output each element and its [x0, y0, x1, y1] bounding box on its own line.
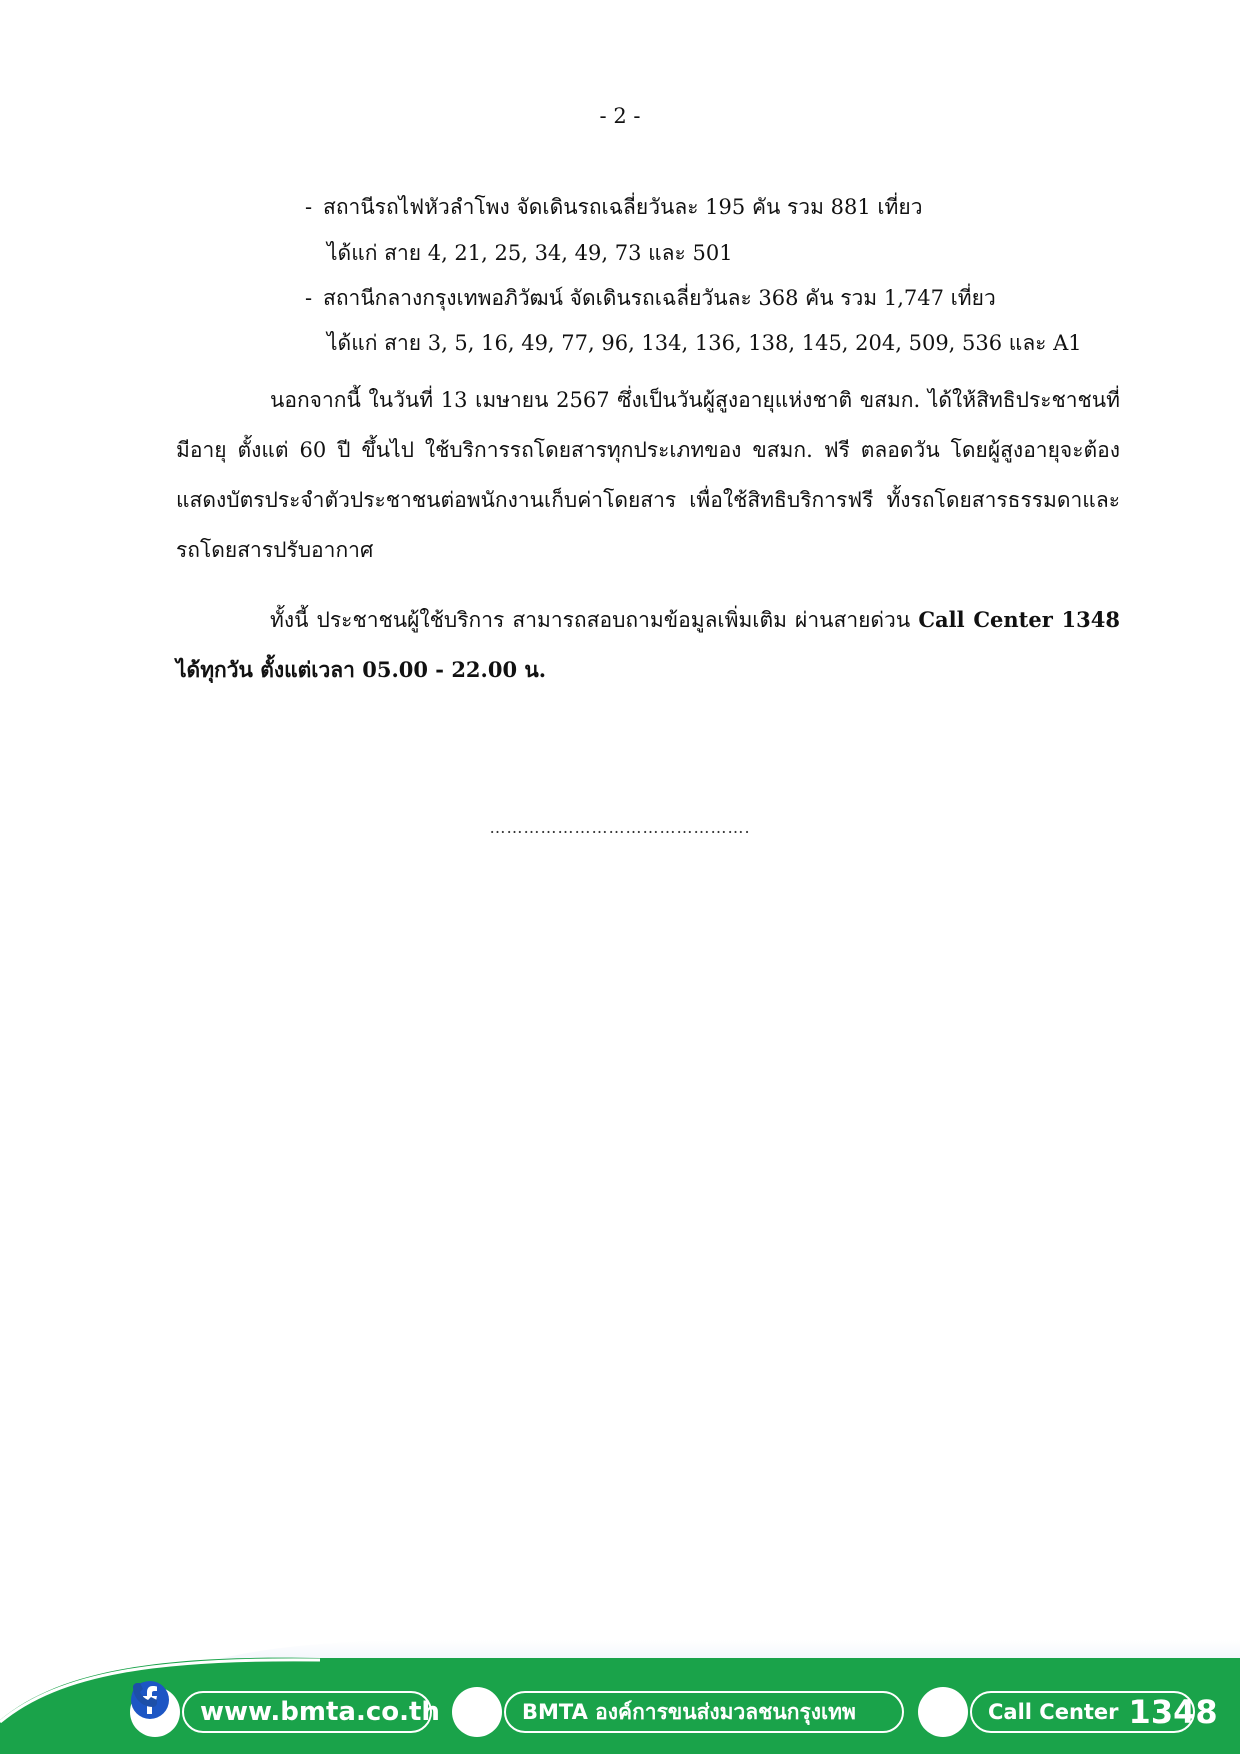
route-line1: สถานีกลางกรุงเทพอภิวัฒน์ จัดเดินรถเฉลี่ยวันละ 368 คัน รวม 1,747 เที่ยว [323, 286, 996, 310]
facebook-icon [452, 1687, 502, 1737]
end-separator: ………………………………………. [489, 818, 751, 837]
paragraph-elderly: นอกจากนี้ ในวันที่ 13 เมษายน 2567 ซึ่งเป็นวันผู้สูงอายุแห่งชาติ ขสมก. ได้ให้สิทธิประชาชนที่มีอายุ ตั้งแต่ 60 ปี ขึ้นไป ใช้บริการรถโดยสารทุกประเภทของ ขสมก. ฟรี ตลอดวัน โดยผู้สูงอายุจะต้องแสดงบัตรประจำตัวประชาชนต่อพนักงานเก็บค่าโดยสาร เพื่อใช้สิทธิบริการฟรี ทั้งรถโดยสารธรรมดาและรถโดยสารปรับอากาศ [176, 388, 1120, 562]
call-center-number: 1348 [1128, 1693, 1218, 1731]
website-link[interactable]: www.bmta.co.th [182, 1691, 432, 1733]
paragraph-contact [176, 595, 1120, 695]
route-line2: ได้แก่ สาย 4, 21, 25, 34, 49, 73 และ 501 [327, 241, 733, 265]
footer-contact-bar [130, 1680, 1230, 1744]
footer [0, 1600, 1240, 1754]
contact-hotline: Call Center 1348 ได้ทุกวัน ตั้งแต่เวลา 05.00 - 22.00 น. [176, 607, 1120, 682]
page-number: - 2 - [599, 104, 641, 128]
bullet-dash: - [305, 195, 313, 219]
call-center-link[interactable] [970, 1691, 1218, 1733]
contact-text: ทั้งนี้ ประชาชนผู้ใช้บริการ สามารถสอบถามข้อมูลเพิ่มเติม ผ่านสายด่วน [270, 608, 919, 632]
route-item-krung-thep-aphiwat [305, 283, 996, 313]
facebook-page-link[interactable]: BMTA องค์การขนส่งมวลชนกรุงเทพ [504, 1691, 904, 1733]
bullet-dash: - [305, 286, 313, 310]
phone-icon [918, 1687, 968, 1737]
call-center-label: Call Center [988, 1700, 1119, 1724]
route-line1: สถานีรถไฟหัวลำโพง จัดเดินรถเฉลี่ยวันละ 195 คัน รวม 881 เที่ยว [323, 195, 923, 219]
route-item-hualamphong [305, 192, 922, 222]
route-line2: ได้แก่ สาย 3, 5, 16, 49, 77, 96, 134, 136, 138, 145, 204, 509, 536 และ A1 [327, 331, 1082, 355]
